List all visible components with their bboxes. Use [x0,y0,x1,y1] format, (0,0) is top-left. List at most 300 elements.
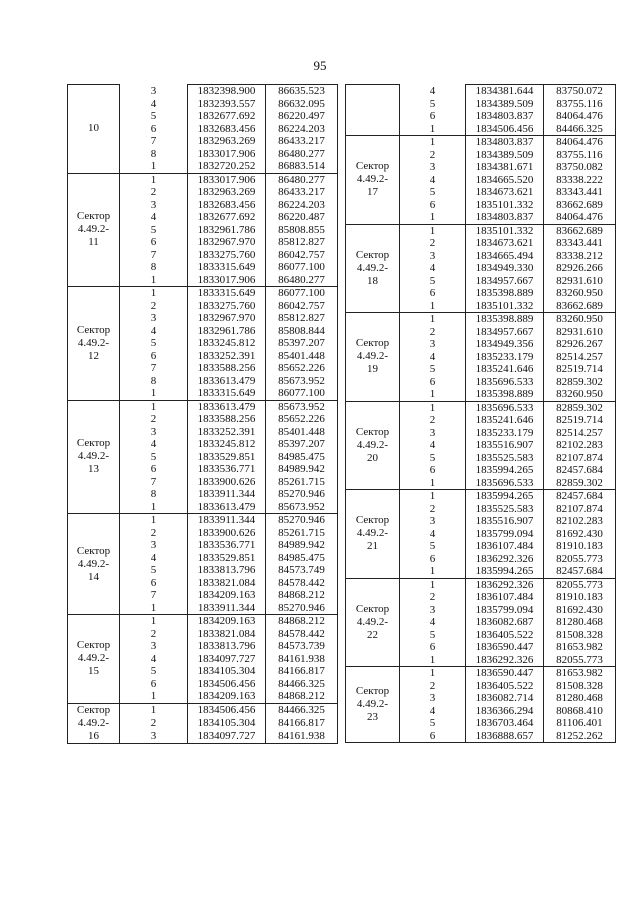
point-number: 4 [429,262,436,274]
x-coordinate: 1834209.163 [188,615,266,628]
y-coordinate: 81653.982 [544,667,616,680]
y-coordinate: 86077.100 [266,387,338,400]
point-number: 1 [120,160,188,173]
point-number: 3 [429,249,436,262]
table-row [68,703,338,717]
sector-label-line: Сектор [355,685,390,697]
x-coordinate: 1832677.692 [188,110,266,123]
y-coordinate: 85261.715 [266,476,338,489]
point-number: 2 [150,413,157,425]
sector-label-line: 4.49.2- [356,173,389,186]
x-coordinate: 1833911.344 [188,514,266,527]
point-number: 6 [429,198,436,211]
y-coordinate: 84466.325 [544,123,616,136]
x-coordinate: 1835233.179 [466,351,544,364]
y-coordinate: 83755.116 [544,98,616,111]
table-row [68,400,338,413]
point-number: 8 [150,261,157,273]
table-row [68,615,338,628]
x-coordinate: 1835241.646 [466,363,544,376]
x-coordinate: 1834097.727 [188,729,266,743]
sector-label-line: 4.49.2- [77,652,110,665]
x-coordinate: 1834673.621 [466,237,544,250]
y-coordinate: 82859.302 [544,477,616,490]
x-coordinate: 1832963.269 [188,186,266,199]
table-row [346,490,616,503]
y-coordinate: 81508.328 [544,629,616,642]
x-coordinate: 1833813.796 [188,564,266,577]
point-number: 3 [150,84,157,97]
sector-label-line: 22 [367,628,378,641]
point-number: 8 [150,374,157,387]
y-coordinate: 84573.739 [266,640,338,653]
x-coordinate: 1835101.332 [466,300,544,313]
x-coordinate: 1836107.484 [466,540,544,553]
x-coordinate: 1833275.760 [188,249,266,262]
x-coordinate: 1835516.907 [466,439,544,452]
x-coordinate: 1836292.326 [466,654,544,667]
sector-label-line: Сектор [76,544,111,557]
point-number: 5 [150,337,157,349]
sector-label-line: 4.49.2- [77,336,110,349]
point-number: 1 [120,501,188,514]
table-row [346,667,616,680]
point-number: 1 [429,667,436,679]
point-number: 6 [150,122,157,135]
x-coordinate: 1835994.265 [466,565,544,578]
sector-label-line: 4.49.2- [356,438,389,451]
point-number: 1 [120,274,188,287]
point-number: 3 [120,729,188,743]
point-number: 7 [150,589,157,601]
x-coordinate: 1835398.889 [466,287,544,300]
point-number: 1 [150,703,157,716]
point-number: 6 [150,463,157,475]
y-coordinate: 85401.448 [266,350,338,363]
sector-label-line: 4.49.2- [356,698,389,710]
sector-label [68,615,120,704]
x-coordinate: 1833821.084 [188,577,266,590]
y-coordinate: 85812.827 [266,236,338,249]
y-coordinate: 84985.475 [266,451,338,464]
point-number: 5 [429,717,436,729]
point-number: 3 [150,312,157,324]
x-coordinate: 1833588.256 [188,362,266,375]
table-row [68,287,338,300]
table-row [346,136,616,149]
point-number: 4 [150,211,157,223]
y-coordinate: 81280.468 [544,616,616,629]
point-number: 1 [429,224,436,237]
point-number: 8 [150,488,157,500]
y-coordinate: 84985.475 [266,552,338,565]
x-coordinate: 1833275.760 [188,300,266,313]
x-coordinate: 1834957.667 [466,275,544,288]
point-number: 1 [400,388,466,401]
y-coordinate: 82519.714 [544,414,616,427]
x-coordinate: 1835101.332 [466,224,544,237]
point-number: 5 [429,451,436,464]
x-coordinate: 1832967.970 [188,236,266,249]
y-coordinate: 85261.715 [266,527,338,540]
y-coordinate: 86224.203 [266,199,338,212]
coordinates-table-left [67,84,338,744]
x-coordinate: 1832677.692 [188,211,266,224]
point-number: 2 [429,591,436,603]
x-coordinate: 1833315.649 [188,261,266,274]
y-coordinate: 86480.277 [266,148,338,161]
point-number: 2 [429,679,436,692]
point-number: 7 [150,362,157,374]
x-coordinate: 1832961.786 [188,224,266,237]
y-coordinate: 84868.212 [266,615,338,628]
y-coordinate: 86480.277 [266,173,338,186]
x-coordinate: 1836703.464 [466,717,544,730]
point-number: 1 [120,602,188,615]
y-coordinate: 82859.302 [544,401,616,414]
x-coordinate: 1834949.356 [466,338,544,351]
sector-label-line: 20 [367,451,378,464]
point-number: 7 [150,475,157,488]
point-number: 3 [429,161,436,173]
sector-label [346,85,400,136]
sector-label-line: 4.49.2- [77,223,110,236]
y-coordinate: 80868.410 [544,705,616,718]
sector-label-line: Сектор [355,248,390,261]
table-row [346,578,616,591]
y-coordinate: 82102.283 [544,515,616,528]
y-coordinate: 81106.401 [544,717,616,730]
table-row [346,401,616,414]
point-number: 3 [150,425,157,438]
y-coordinate: 84064.476 [544,136,616,149]
x-coordinate: 1834097.727 [188,653,266,666]
point-number: 3 [429,515,436,527]
y-coordinate: 82055.773 [544,553,616,566]
point-number: 4 [429,439,436,451]
point-number: 5 [150,450,157,463]
point-number: 1 [400,477,466,490]
point-number: 2 [429,148,436,161]
point-number: 1 [120,690,188,703]
sector-label-line: 4.49.2- [356,615,389,628]
y-coordinate: 83662.689 [544,300,616,313]
x-coordinate: 1835994.265 [466,464,544,477]
point-number: 3 [429,692,436,704]
x-coordinate: 1833911.344 [188,488,266,501]
x-coordinate: 1835101.332 [466,199,544,212]
sector-label [68,287,120,401]
point-number: 2 [429,325,436,338]
point-number: 2 [150,186,157,198]
y-coordinate: 86883.514 [266,160,338,173]
point-number: 2 [150,716,157,729]
point-number: 4 [429,173,436,186]
x-coordinate: 1836107.484 [466,591,544,604]
y-coordinate: 86480.277 [266,274,338,287]
point-number: 1 [429,578,436,591]
y-coordinate: 85812.827 [266,312,338,325]
y-coordinate: 82931.610 [544,275,616,288]
point-number: 6 [429,110,436,122]
point-number: 5 [150,223,157,236]
point-number: 1 [400,654,466,667]
x-coordinate: 1836590.447 [466,667,544,680]
sector-label-line: 13 [88,463,99,476]
x-coordinate: 1833252.391 [188,350,266,363]
sector-label-line: 15 [88,665,99,678]
sector-label [68,703,120,743]
x-coordinate: 1836405.522 [466,680,544,693]
y-coordinate: 84578.442 [266,577,338,590]
y-coordinate: 82859.302 [544,376,616,389]
sector-label [346,401,400,490]
x-coordinate: 1833536.771 [188,539,266,552]
x-coordinate: 1832398.900 [188,85,266,98]
y-coordinate: 83750.082 [544,161,616,174]
point-number: 4 [429,527,436,540]
y-coordinate: 84573.749 [266,564,338,577]
point-number: 1 [150,514,157,526]
x-coordinate: 1836366.294 [466,705,544,718]
point-number: 6 [429,552,436,565]
point-number: 2 [150,526,157,539]
y-coordinate: 82514.257 [544,427,616,440]
point-number: 2 [150,627,157,640]
point-number: 5 [429,186,436,198]
y-coordinate: 85673.952 [266,375,338,388]
x-coordinate: 1833813.796 [188,640,266,653]
sector-label-line: 18 [367,274,378,287]
sector-label-line: Сектор [355,425,390,438]
y-coordinate: 83260.950 [544,388,616,401]
x-coordinate: 1834209.163 [188,690,266,703]
y-coordinate: 82457.684 [544,490,616,503]
point-number: 4 [150,97,157,110]
x-coordinate: 1834506.456 [466,123,544,136]
x-coordinate: 1833536.771 [188,463,266,476]
y-coordinate: 85401.448 [266,426,338,439]
x-coordinate: 1834673.621 [466,186,544,199]
point-number: 8 [150,147,157,160]
y-coordinate: 83338.212 [544,250,616,263]
y-coordinate: 84161.938 [266,653,338,666]
y-coordinate: 86632.095 [266,98,338,111]
sector-label-line: Сектор [76,210,111,223]
sector-label [68,85,120,174]
y-coordinate: 82926.266 [544,262,616,275]
point-number: 1 [429,313,436,325]
point-number: 2 [150,299,157,312]
point-number: 5 [429,540,436,552]
x-coordinate: 1836405.522 [466,629,544,642]
point-number: 4 [429,616,436,628]
y-coordinate: 83750.072 [544,85,616,98]
sector-label [68,400,120,514]
point-number: 4 [429,350,436,363]
point-number: 4 [429,84,436,97]
x-coordinate: 1836082.714 [466,692,544,705]
y-coordinate: 84166.817 [266,717,338,730]
sector-label-line: 21 [367,540,378,553]
x-coordinate: 1835994.265 [466,490,544,503]
x-coordinate: 1833252.391 [188,426,266,439]
x-coordinate: 1833245.812 [188,438,266,451]
y-coordinate: 85673.952 [266,501,338,514]
sector-label-line: Сектор [76,703,111,716]
y-coordinate: 85270.946 [266,488,338,501]
sector-label-line: 4.49.2- [356,261,389,274]
sector-label-line: Сектор [76,437,111,450]
x-coordinate: 1834381.671 [466,161,544,174]
point-number: 1 [150,615,157,627]
y-coordinate: 84064.476 [544,211,616,224]
x-coordinate: 1836292.326 [466,553,544,566]
y-coordinate: 83662.689 [544,199,616,212]
point-number: 1 [400,565,466,578]
point-number: 2 [429,237,436,249]
x-coordinate: 1833017.906 [188,274,266,287]
sector-label [346,667,400,743]
x-coordinate: 1834803.837 [466,136,544,149]
x-coordinate: 1834803.837 [466,110,544,123]
y-coordinate: 86077.100 [266,287,338,300]
sector-label-line: 4.49.2- [356,527,389,540]
point-number: 5 [429,274,436,287]
y-coordinate: 86220.497 [266,110,338,123]
y-coordinate: 84868.212 [266,589,338,602]
point-number: 6 [429,464,436,476]
y-coordinate: 82102.283 [544,439,616,452]
point-number: 6 [150,349,157,362]
y-coordinate: 82457.684 [544,464,616,477]
x-coordinate: 1832963.269 [188,135,266,148]
y-coordinate: 82107.874 [544,503,616,516]
y-coordinate: 86220.487 [266,211,338,224]
y-coordinate: 84166.817 [266,665,338,678]
point-number: 2 [429,414,436,426]
x-coordinate: 1832967.970 [188,312,266,325]
y-coordinate: 84161.938 [266,729,338,743]
point-number: 1 [429,401,436,414]
point-number: 6 [150,576,157,589]
y-coordinate: 83260.950 [544,287,616,300]
x-coordinate: 1835516.907 [466,515,544,528]
sector-label [346,578,400,667]
x-coordinate: 1833613.479 [188,375,266,388]
point-number: 7 [150,248,157,261]
point-number: 1 [400,300,466,313]
x-coordinate: 1833245.812 [188,337,266,350]
y-coordinate: 82514.257 [544,351,616,364]
point-number: 6 [150,236,157,248]
y-coordinate: 84466.325 [266,703,338,717]
y-coordinate: 84989.942 [266,463,338,476]
point-number: 1 [120,387,188,400]
y-coordinate: 82107.874 [544,452,616,465]
x-coordinate: 1835241.646 [466,414,544,427]
sector-label-line: 16 [88,729,99,742]
x-coordinate: 1833613.479 [188,400,266,413]
point-number: 6 [400,730,466,743]
sector-label-line: 4.49.2- [77,557,110,570]
x-coordinate: 1836292.326 [466,578,544,591]
sector-label [346,136,400,225]
table-row [68,173,338,186]
x-coordinate: 1833900.626 [188,476,266,489]
point-number: 5 [429,97,436,110]
x-coordinate: 1833911.344 [188,602,266,615]
x-coordinate: 1834389.509 [466,98,544,111]
y-coordinate: 82931.610 [544,326,616,339]
x-coordinate: 1834389.509 [466,149,544,162]
x-coordinate: 1833315.649 [188,387,266,400]
point-number: 4 [150,652,157,665]
sector-label-line: 12 [88,349,99,362]
x-coordinate: 1834105.304 [188,665,266,678]
sector-label-line: Сектор [76,639,111,652]
sector-label [346,313,400,402]
point-number: 4 [150,551,157,564]
y-coordinate: 85270.946 [266,602,338,615]
x-coordinate: 1833613.479 [188,501,266,514]
sector-label-line: Сектор [355,337,390,350]
x-coordinate: 1836082.687 [466,616,544,629]
x-coordinate: 1833017.906 [188,173,266,186]
x-coordinate: 1834665.494 [466,250,544,263]
x-coordinate: 1836888.657 [466,730,544,743]
point-number: 1 [150,173,157,186]
x-coordinate: 1835398.889 [466,313,544,326]
y-coordinate: 83260.950 [544,313,616,326]
x-coordinate: 1834803.837 [466,211,544,224]
point-number: 5 [429,363,436,375]
sector-label-line: 11 [88,236,99,249]
x-coordinate: 1835799.094 [466,528,544,541]
y-coordinate: 82055.773 [544,654,616,667]
sector-label-line: 17 [367,186,378,199]
x-coordinate: 1835233.179 [466,427,544,440]
point-number: 1 [400,123,466,136]
y-coordinate: 85652.226 [266,362,338,375]
x-coordinate: 1833821.084 [188,628,266,641]
point-number: 3 [150,640,157,652]
table-row [68,85,338,98]
coordinates-table-right [345,84,616,743]
y-coordinate: 82055.773 [544,578,616,591]
x-coordinate: 1834506.456 [188,678,266,691]
sector-label-line: Сектор [355,602,390,615]
point-number: 1 [150,400,157,413]
x-coordinate: 1833588.256 [188,413,266,426]
point-number: 3 [150,198,157,211]
point-number: 6 [429,287,436,299]
x-coordinate: 1836590.447 [466,641,544,654]
point-number: 6 [429,375,436,388]
x-coordinate: 1834209.163 [188,589,266,602]
x-coordinate: 1835525.583 [466,503,544,516]
y-coordinate: 85270.946 [266,514,338,527]
y-coordinate: 85808.855 [266,224,338,237]
point-number: 3 [429,426,436,439]
y-coordinate: 81653.982 [544,641,616,654]
y-coordinate: 82519.714 [544,363,616,376]
x-coordinate: 1834105.304 [188,717,266,730]
sector-label-line: 10 [88,122,99,135]
point-number: 4 [150,324,157,337]
y-coordinate: 82926.267 [544,338,616,351]
x-coordinate: 1835525.583 [466,452,544,465]
